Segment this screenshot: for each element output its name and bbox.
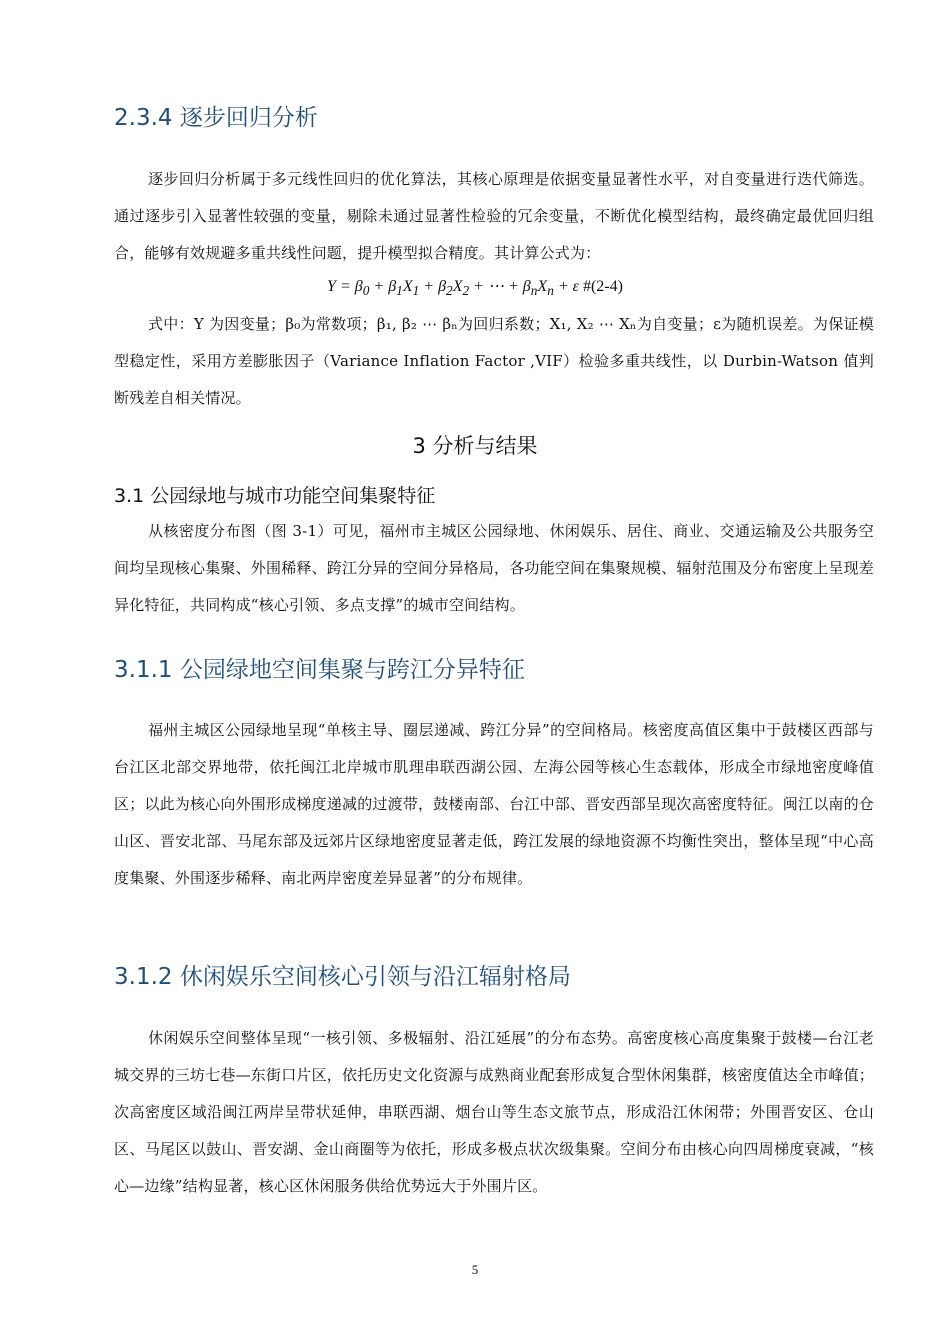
paragraph-3-1-2: 休闲娱乐空间整体呈现“一核引领、多极辐射、沿江延展”的分布态势。高密度核心高度集聚于鼓楼—台江老城交界的三坊七巷—东街口片区，依托历史文化资源与成熟商业配套形成复合型休闲集群，核密度值达全市峰值；次高密度区域沿闽江两岸呈带状延伸，串联西湖、烟台山等生态文旅节点，形成沿江休闲带；外围晋安区、仓山区、马尾区以鼓山、晋安湖、金山商圈等为依托，形成多极点状次级集聚。空间分布由核心向四周梯度衰减，“核心—边缘”结构显著，核心区休闲服务供给优势远大于外围片区。: [114, 1029, 875, 1195]
section-heading-3-1-1: 3.1.1 公园绿地空间集聚与跨江分异特征: [114, 657, 525, 683]
chapter-heading-3: 3 分析与结果: [412, 434, 538, 458]
paragraph-stepwise-intro: 逐步回归分析属于多元线性回归的优化算法，其核心原理是依据变量显著性水平，对自变量进行迭代筛选。通过逐步引入显著性较强的变量，剔除未通过显著性检验的冗余变量，不断优化模型结构，最终确定最优回归组合，能够有效规避多重共线性问题，提升模型拟合精度。其计算公式为：: [114, 170, 874, 262]
paragraph-3-1-1: 福州主城区公园绿地呈现“单核主导、圈层递减、跨江分异”的空间格局。核密度高值区集中于鼓楼区西部与台江区北部交界地带，依托闽江北岸城市肌理串联西湖公园、左海公园等核心生态载体，形成全市绿地密度峰值区；以此为核心向外围形成梯度递减的过渡带，鼓楼南部、台江中部、晋安西部呈现次高密度特征。闽江以南的仓山区、晋安北部、马尾东部及远郊片区绿地密度显著走低，跨江发展的绿地资源不均衡性突出，整体呈现“中心高度集聚、外围逐步稀释、南北两岸密度差异显著”的分布规律。: [114, 721, 875, 887]
page-number: 5: [471, 1262, 479, 1277]
section-heading-2-3-4: 2.3.4 逐步回归分析: [114, 105, 318, 131]
section-heading-3-1-2: 3.1.2 休闲娱乐空间核心引领与沿江辐射格局: [114, 964, 571, 990]
section-heading-3-1: 3.1 公园绿地与城市功能空间集聚特征: [114, 485, 436, 507]
paragraph-formula-notes: 式中：Y 为因变量；β₀为常数项；β₁, β₂ ⋯ βₙ为回归系数；X₁, X₂ ⋯ Xₙ为自变量；ε为随机误差。为保证模型稳定性，采用方差膨胀因子（Variance Inflation Factor ,VIF）检验多重共线性，以 Durbin-Watson 值判断残差自相关情况。: [114, 315, 874, 407]
regression-formula: $Y = \beta_0 + \beta_1X_1 + \beta_2X_2$ + ⋯ + $\beta_nX_n + \varepsilon$ #(2-4): [327, 278, 623, 299]
paragraph-3-1: 从核密度分布图（图 3-1）可见，福州市主城区公园绿地、休闲娱乐、居住、商业、交通运输及公共服务空间均呈现核心集聚、外围稀释、跨江分异的空间分异格局，各功能空间在集聚规模、辐射范围及分布密度上呈现差异化特征，共同构成“核心引领、多点支撑”的城市空间结构。: [114, 522, 875, 614]
